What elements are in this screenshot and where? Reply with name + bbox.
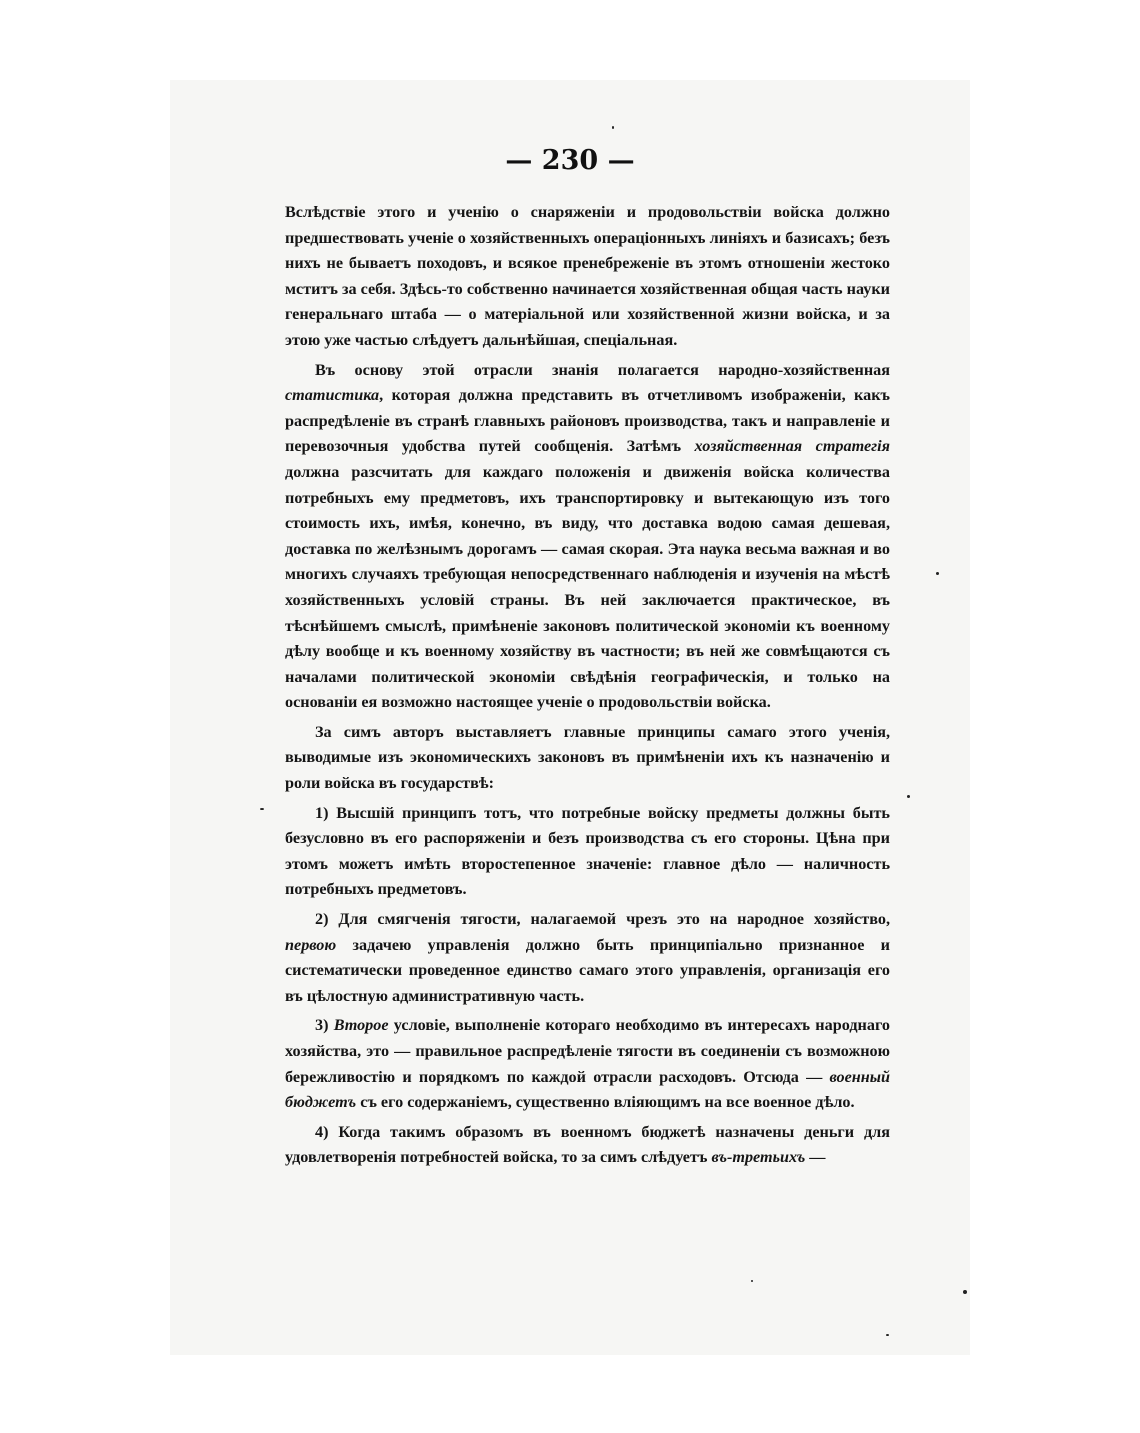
scan-speck (751, 1280, 753, 1282)
text-run: условіе, выполненіе котораго необходимо въ интересахъ народнаго хозяйства, это — правильное распредѣленіе тягости въ соединеніи съ возможною бережливостію и порядкомъ по каждой отрасли расходовъ. Отсюда — (285, 1016, 891, 1086)
italic-phrase: Второе (333, 1016, 389, 1035)
paragraph-5 (285, 907, 890, 1009)
scan-speck (963, 1290, 967, 1294)
scan-speck (936, 572, 939, 575)
text-run: должна разсчитать для каждаго положенія и движенія войска количества потребныхъ ему предметовъ, ихъ транспортировку и вытекающую изъ того стоимость ихъ, имѣя, конечно, въ виду, что доставка водою самая дешевая, доставка по желѣзнымъ дорогамъ — самая скорая. Эта наука весьма важная и во многихъ случаяхъ требующая непосредственнаго наблюденія и изученія на мѣстѣ хозяйственныхъ условій страны. Въ ней заключается практическое, въ тѣснѣйшемъ смыслѣ, примѣненіе законовъ политической экономіи къ военному дѣлу вообще и къ военному хозяйству въ частности; въ ней же совмѣщаются съ началами политической экономіи свѣдѣнія географическія, и только на основаніи ея возможно настоящее ученіе о продовольствіи войска. (285, 462, 890, 712)
text-run: 3) (315, 1016, 334, 1035)
italic-phrase: въ-третьихъ (711, 1148, 806, 1167)
paragraph-1 (285, 200, 890, 354)
text-run: Вслѣдствіе этого и ученію о снаряженіи и продовольствіи войска должно предшествовать ученіе о хозяйственныхъ операціонныхъ линіяхъ и базисахъ; безъ нихъ не бываетъ походовъ, и всякое пренебреженіе въ этомъ отношеніи жестоко мститъ за себя. Здѣсь-то собственно начинается хозяйственная общая часть науки генеральнаго штаба — о матеріальной или хозяйственной жизни войска, и за этою уже частью слѣдуетъ дальнѣйшая, спеціальная. (285, 203, 890, 349)
scan-speck (612, 126, 614, 129)
text-run: 4) Когда такимъ образомъ въ военномъ бюджетѣ назначены деньги для удовлетворенія потребностей войска, то за симъ слѣдуетъ (285, 1122, 890, 1167)
text-run: 1) Высшій принципъ тотъ, что потребные войску предметы должны быть безусловно въ его распоряженіи и безъ производства съ его стороны. Цѣна при этомъ можетъ имѣть второстепенное значеніе: главное дѣло — наличность потребныхъ предметовъ. (285, 803, 890, 899)
italic-phrase: первою (285, 935, 337, 954)
scan-speck (260, 808, 264, 810)
text-run: задачею управленія должно быть принципіально признанное и систематически проведенное единство самаго этого управленія, организація его въ цѣлостную административную часть. (285, 935, 890, 1005)
paragraph-4 (285, 801, 890, 903)
text-run: За симъ авторъ выставляетъ главные принципы самаго этого ученія, выводимые изъ экономическихъ законовъ въ примѣненіи ихъ къ назначенію и роли войска въ государствѣ: (285, 722, 890, 793)
text-run: съ его содержаніемъ, существенно вліяющимъ на все военное дѣло. (356, 1093, 855, 1112)
text-run: — (805, 1148, 826, 1167)
text-run: , которая должна представить въ отчетливомъ изображеніи, какъ распредѣленіе въ странѣ главныхъ районовъ производства, такъ и направленіе и перевозочныя удобства путей сообщенія. Затѣмъ (285, 386, 890, 456)
paragraph-3 (285, 720, 890, 797)
paragraph-6 (285, 1013, 890, 1115)
body-text (285, 200, 890, 1175)
paragraph-7 (285, 1120, 890, 1171)
scan-speck (886, 1334, 889, 1336)
page-number: — 230 — (505, 145, 635, 176)
italic-phrase: военный бюджетъ (285, 1067, 890, 1112)
italic-phrase: статистика (285, 386, 380, 405)
italic-phrase: хозяйственная стратегія (694, 437, 890, 456)
text-run: Въ основу этой отрасли знанія полагается народно-хозяйственная (315, 360, 890, 379)
paragraph-2 (285, 358, 890, 716)
scan-speck (907, 795, 910, 798)
text-run: 2) Для смягченія тягости, налагаемой чрезъ это на народное хозяйство, (315, 910, 890, 929)
